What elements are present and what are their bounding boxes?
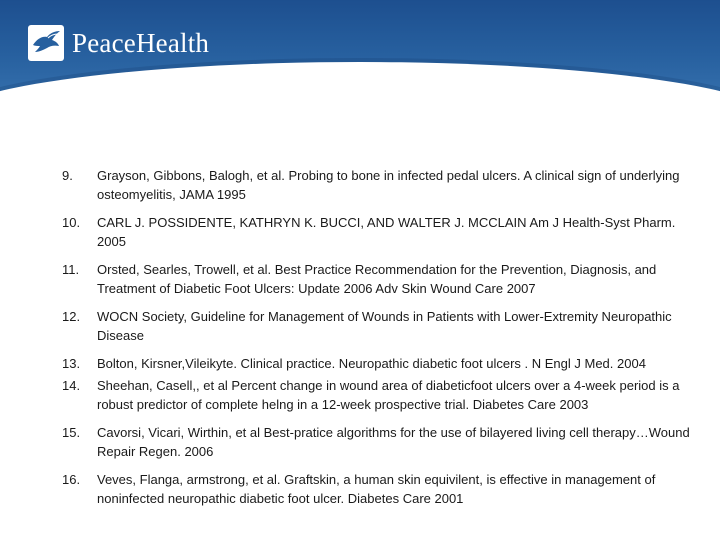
reference-number: 15. <box>62 425 81 440</box>
reference-number: 9. <box>62 168 73 183</box>
reference-item <box>62 354 702 373</box>
reference-text: Orsted, Searles, Trowell, et al. Best Practice Recommendation for the Prevention, Diagnosis, and Treatment of Diabetic Foot Ulcers: Update 2006 Adv Skin Wound Care 2007 <box>97 262 657 296</box>
reference-item <box>62 376 702 414</box>
reference-item <box>62 307 702 345</box>
dove-icon <box>28 25 64 61</box>
reference-text: CARL J. POSSIDENTE, KATHRYN K. BUCCI, AND WALTER J. MCCLAIN Am J Health-Syst Pharm. 2005 <box>97 215 676 249</box>
reference-text: Grayson, Gibbons, Balogh, et al. Probing to bone in infected pedal ulcers. A clinical sign of underlying osteomyelitis, JAMA 1995 <box>97 168 680 202</box>
brand-logo <box>28 25 209 61</box>
reference-number: 16. <box>62 472 81 487</box>
reference-text: WOCN Society, Guideline for Management of Wounds in Patients with Lower-Extremity Neuropathic Disease <box>97 309 672 343</box>
reference-number: 13. <box>62 356 81 371</box>
reference-list <box>62 166 702 517</box>
reference-item <box>62 260 702 298</box>
header-curve <box>0 62 720 100</box>
reference-text: Bolton, Kirsner,Vileikyte. Clinical practice. Neuropathic diabetic foot ulcers . N Engl J Med. 2004 <box>97 356 646 371</box>
reference-item <box>62 166 702 204</box>
brand-name: PeaceHealth <box>72 27 210 58</box>
reference-text: Sheehan, Casell,, et al Percent change in wound area of diabeticfoot ulcers over a 4-week period is a robust predictor of complete helng in a 12-week prospective trial. Diabetes Care 2003 <box>97 378 680 412</box>
reference-number: 10. <box>62 215 81 230</box>
reference-number: 12. <box>62 309 81 324</box>
reference-item <box>62 423 702 461</box>
reference-text: Veves, Flanga, armstrong, et al. Graftskin, a human skin equivilent, is effective in management of noninfected neuropathic diabetic foot ulcer. Diabetes Care 2001 <box>97 472 656 506</box>
header-band <box>0 0 720 100</box>
reference-number: 11. <box>62 262 80 277</box>
reference-text: Cavorsi, Vicari, Wirthin, et al Best-pratice algorithms for the use of bilayered living cell therapy…Wound Repair Regen. 2006 <box>97 425 690 459</box>
reference-number: 14. <box>62 378 81 393</box>
reference-item <box>62 213 702 251</box>
reference-item <box>62 470 702 508</box>
